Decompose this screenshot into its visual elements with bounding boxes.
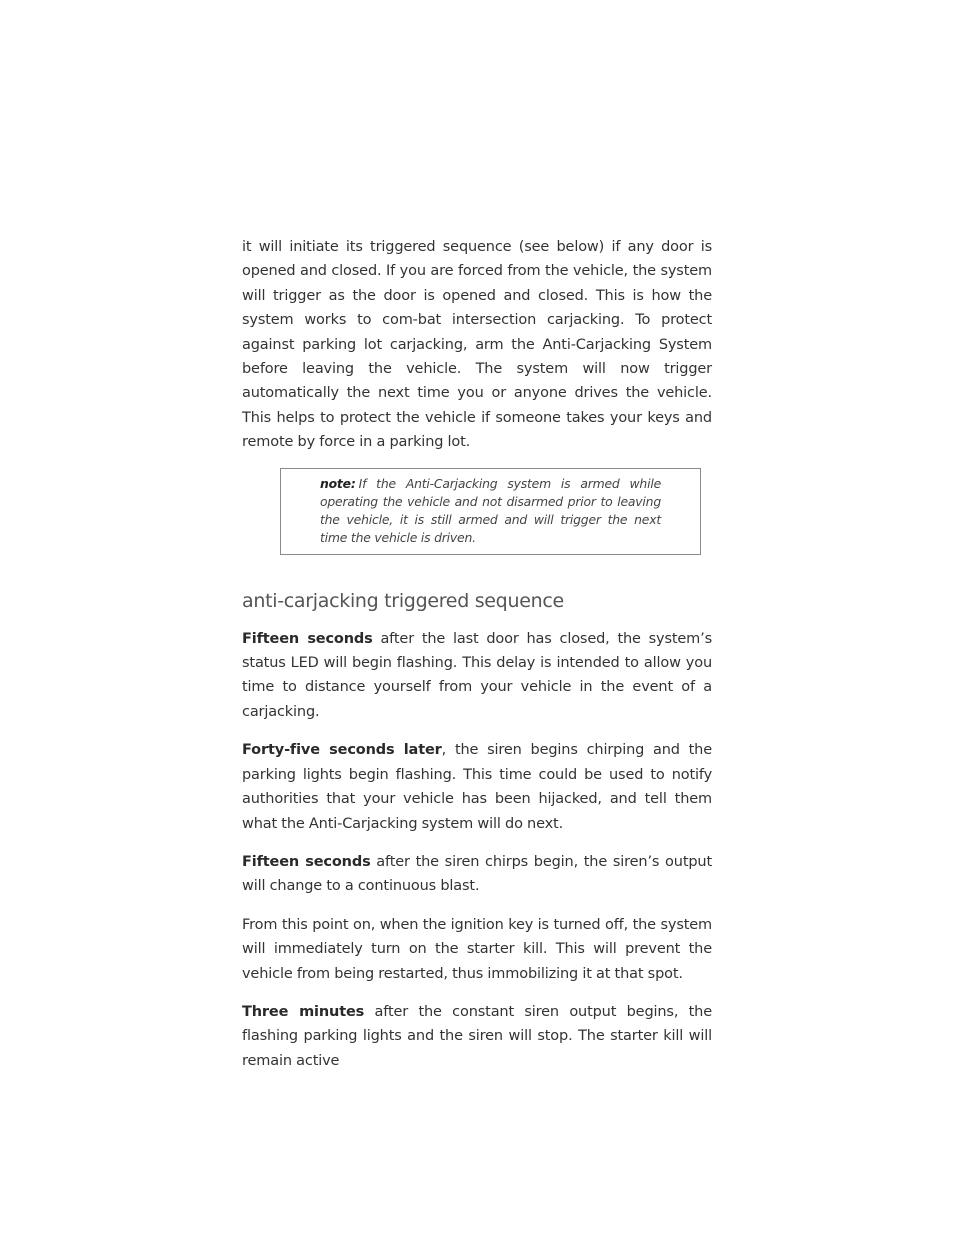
sequence-bold-1: Fifteen seconds — [242, 630, 373, 647]
note-label: note: — [320, 475, 356, 491]
sequence-bold-3: Fifteen seconds — [242, 853, 371, 870]
sequence-text-5: after the constant siren output begins, the flashing parking lights and the siren will stop. The starter kill will remain active — [242, 1003, 712, 1069]
intro-paragraph: it will initiate its triggered sequence (see below) if any door is opened and closed. If you are forced from the vehicle, the system will trigger as the door is opened and closed. This is how the system works to com-bat intersection carjacking. To protect against parking lot carjacking, arm the Anti-Carjacking System before leaving the vehicle. The system will now trigger automatically the next time you or anyone drives the vehicle. This helps to protect the vehicle if someone takes your keys and remote by force in a parking lot. — [242, 239, 712, 451]
sequence-text-1: after the last door has closed, the system’s status LED will begin flashing. This delay is intended to allow you time to distance yourself from your vehicle in the event of a carjacking. — [242, 630, 712, 720]
sequence-paragraph-1 — [242, 627, 712, 725]
sequence-text-3: after the siren chirps begin, the siren’s output will change to a continuous blast. — [242, 853, 712, 895]
sequence-paragraph-2 — [242, 738, 712, 836]
sequence-bold-2: Forty-five seconds later — [242, 742, 442, 759]
sequence-paragraph-3 — [242, 850, 712, 899]
note-text: If the Anti-Carjacking system is armed while operating the vehicle and not disarmed prior to leaving the vehicle, it is still armed and will trigger the next time the vehicle is driven. — [320, 475, 661, 545]
sequence-paragraph-4 — [242, 913, 712, 986]
sequence-bold-5: Three minutes — [242, 1003, 365, 1020]
note-box — [280, 468, 701, 555]
sequence-text-2: , the siren begins chirping and the parking lights begin flashing. This time could be used to notify authorities that your vehicle has been hijacked, and tell them what the Anti-Carjacking system will do next. — [242, 742, 712, 832]
sequence-paragraph-5 — [242, 1000, 712, 1073]
manual-page — [242, 235, 712, 1073]
section-heading: anti-carjacking triggered sequence — [242, 589, 564, 612]
sequence-text-4: From this point on, when the ignition key is turned off, the system will immediately turn on the starter kill. This will prevent the vehicle from being restarted, thus immobilizing it at that spot. — [242, 916, 712, 982]
